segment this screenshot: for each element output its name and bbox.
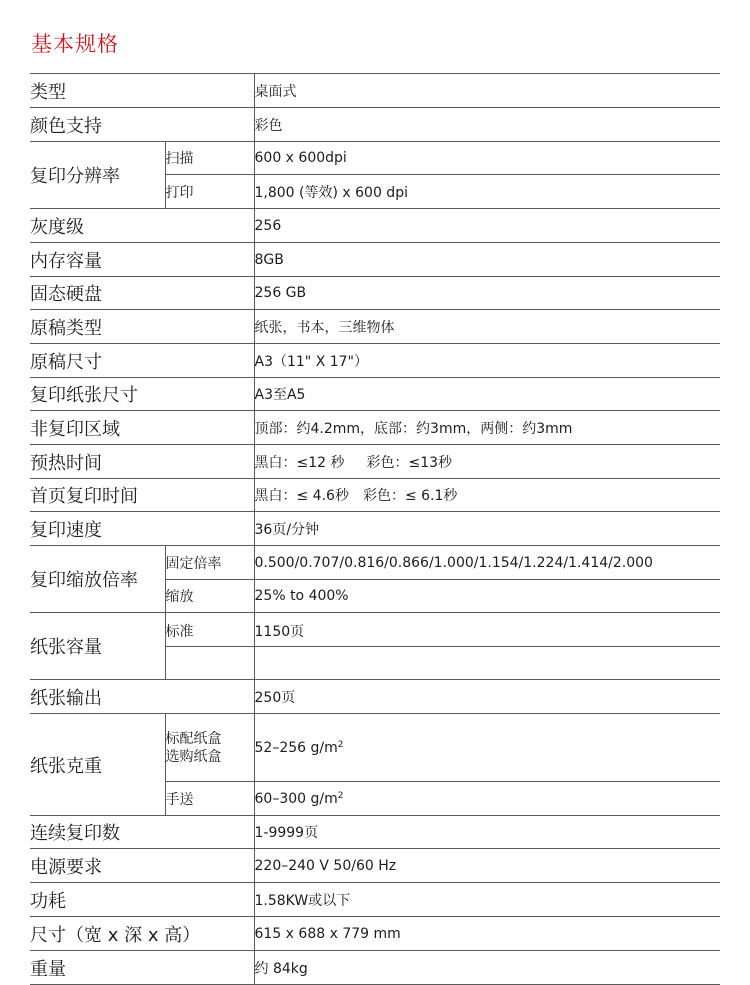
row-value (254, 714, 720, 782)
sub-label (165, 714, 254, 782)
table-row (30, 479, 720, 512)
unit-superscript: 2 (337, 739, 344, 750)
tray-weight: 52–256 g/m (254, 739, 338, 756)
row-label: 纸张输出 (30, 680, 254, 714)
table-row (30, 344, 720, 378)
row-value: 250页 (254, 680, 720, 714)
row-label: 复印速度 (30, 512, 254, 546)
row-value: 1150页 (254, 613, 720, 647)
row-value: 1.58KW或以下 (254, 883, 720, 917)
row-label: 类型 (30, 74, 254, 108)
color-value: 彩色：≤ 6.1秒 (362, 488, 458, 504)
table-row (30, 951, 720, 985)
row-value: 615 x 688 x 779 mm (254, 917, 720, 951)
row-value: 顶部：约4.2mm，底部：约3mm，两侧：约3mm (254, 411, 720, 445)
row-value: 256 (254, 209, 720, 243)
row-value: 600 x 600dpi (254, 142, 720, 175)
table-row (30, 243, 720, 277)
row-value: A3至A5 (254, 378, 720, 411)
row-value: 桌面式 (254, 74, 720, 108)
row-label: 原稿尺寸 (30, 344, 254, 378)
row-value: 8GB (254, 243, 720, 277)
table-row (30, 310, 720, 344)
row-label: 复印纸张尺寸 (30, 378, 254, 411)
table-row (30, 445, 720, 479)
table-row (30, 142, 720, 175)
table-row (30, 613, 720, 647)
unit-superscript: 2 (337, 790, 344, 801)
row-label: 复印分辨率 (30, 142, 165, 209)
row-label: 内存容量 (30, 243, 254, 277)
color-value: 彩色：≤13秒 (366, 454, 453, 471)
table-row (30, 546, 720, 580)
sub-label: 标准 (165, 613, 254, 647)
sub-label: 缩放 (165, 580, 254, 613)
row-value: 36页/分钟 (254, 512, 720, 546)
row-label: 电源要求 (30, 849, 254, 883)
row-label: 纸张克重 (30, 714, 165, 816)
sub-label: 固定倍率 (165, 546, 254, 580)
table-row (30, 512, 720, 546)
table-row (30, 411, 720, 445)
row-value: 彩色 (254, 108, 720, 142)
table-row (30, 680, 720, 714)
row-value: 约 84kg (254, 951, 720, 985)
sub-label: 扫描 (165, 142, 254, 175)
table-row (30, 277, 720, 310)
bw-value: 黑白：≤12 秒 (254, 454, 345, 471)
row-value: 0.500/0.707/0.816/0.866/1.000/1.154/1.224/1.414/2.000 (254, 546, 720, 580)
table-row (30, 883, 720, 917)
row-label: 颜色支持 (30, 108, 254, 142)
bw-value: 黑白：≤ 4.6秒 (254, 488, 349, 504)
tray-label-2: 选购纸盒 (165, 748, 222, 765)
row-value (254, 479, 720, 512)
row-label: 非复印区域 (30, 411, 254, 445)
row-value (254, 647, 720, 680)
row-value: 1,800 (等效) x 600 dpi (254, 175, 720, 209)
manual-weight: 60–300 g/m (254, 790, 338, 807)
table-row (30, 74, 720, 108)
row-label: 纸张容量 (30, 613, 165, 680)
row-label: 尺寸（宽 x 深 x 高） (30, 917, 254, 951)
table-row (30, 816, 720, 849)
table-row (30, 108, 720, 142)
row-value: 256 GB (254, 277, 720, 310)
section-title: 基本规格 (31, 32, 119, 56)
table-row (30, 849, 720, 883)
table-row (30, 714, 720, 782)
row-label: 复印缩放倍率 (30, 546, 165, 613)
row-label: 原稿类型 (30, 310, 254, 344)
table-row (30, 378, 720, 411)
row-value: 220–240 V 50/60 Hz (254, 849, 720, 883)
spec-table (30, 73, 720, 985)
table-row (30, 917, 720, 951)
sub-label: 打印 (165, 175, 254, 209)
row-value: A3（11" X 17"） (254, 344, 720, 378)
row-label: 重量 (30, 951, 254, 985)
table-row (30, 209, 720, 243)
tray-label-1: 标配纸盒 (165, 730, 222, 747)
row-label: 连续复印数 (30, 816, 254, 849)
row-label: 固态硬盘 (30, 277, 254, 310)
sub-label: 手送 (165, 782, 254, 816)
row-label: 预热时间 (30, 445, 254, 479)
row-label: 功耗 (30, 883, 254, 917)
row-value: 纸张，书本，三维物体 (254, 310, 720, 344)
sub-label (165, 647, 254, 680)
row-value: 1-9999页 (254, 816, 720, 849)
row-label: 灰度级 (30, 209, 254, 243)
row-value: 25% to 400% (254, 580, 720, 613)
row-value (254, 445, 720, 479)
row-value (254, 782, 720, 816)
row-label: 首页复印时间 (30, 479, 254, 512)
